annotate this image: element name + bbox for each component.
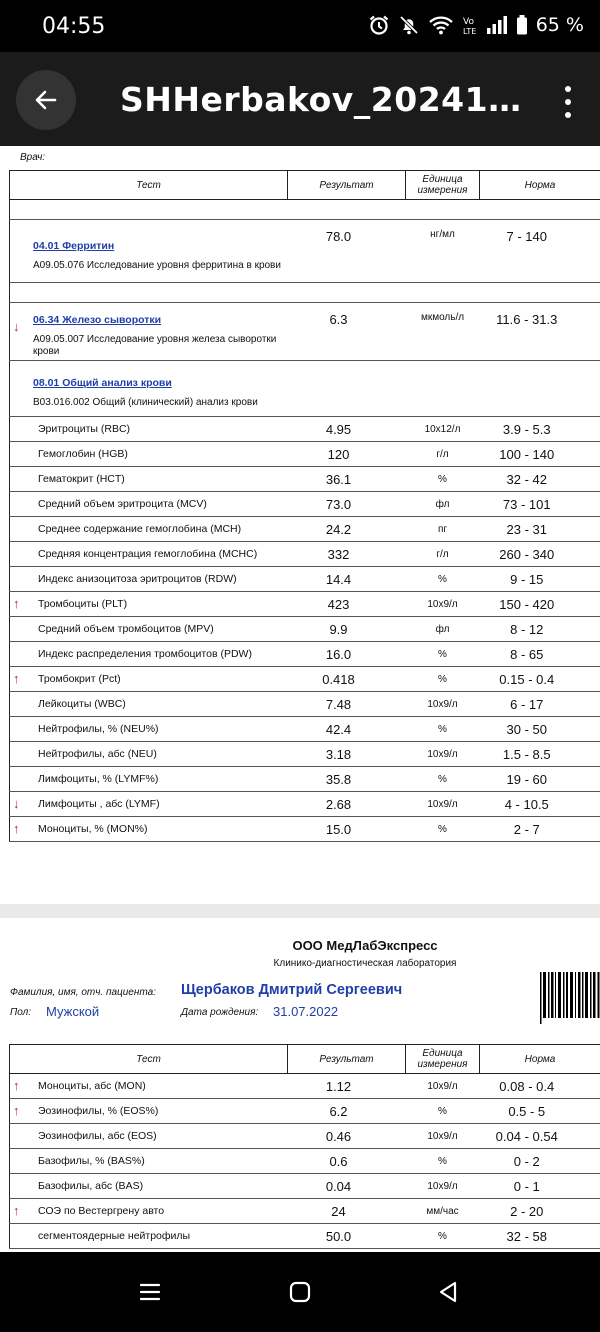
table-row bbox=[10, 1099, 600, 1124]
dob-label: Дата рождения: bbox=[181, 1007, 259, 1018]
norm-value: 1.5 - 8.5 bbox=[480, 742, 600, 767]
unit-value: % bbox=[406, 667, 480, 692]
header-norm: Норма bbox=[480, 1045, 600, 1074]
test-name-cell bbox=[10, 742, 288, 767]
back-button[interactable] bbox=[16, 70, 76, 130]
unit-value: г/л bbox=[406, 442, 480, 467]
test-name-cell bbox=[10, 542, 288, 567]
test-name: Лимфоциты, % (LYMF%) bbox=[38, 773, 159, 785]
norm-value: 23 - 31 bbox=[480, 517, 600, 542]
alarm-icon bbox=[368, 14, 390, 36]
unit-value: % bbox=[406, 817, 480, 842]
document-title: SHHerbakov_20241… bbox=[120, 80, 522, 119]
section-subtitle: B03.016.002 Общий (клинический) анализ крови bbox=[33, 397, 258, 408]
svg-text:Vo: Vo bbox=[462, 17, 474, 27]
result-value: 2.68 bbox=[288, 792, 406, 817]
table-row bbox=[10, 642, 600, 667]
table-row bbox=[10, 742, 600, 767]
unit-value: 10x12/л bbox=[406, 417, 480, 442]
test-name-cell bbox=[10, 1099, 288, 1124]
result-value: 0.04 bbox=[288, 1174, 406, 1199]
test-name-cell bbox=[10, 792, 288, 817]
signal-icon bbox=[486, 15, 508, 35]
unit-value: фл bbox=[406, 617, 480, 642]
home-button[interactable] bbox=[282, 1274, 318, 1310]
status-icons bbox=[368, 14, 584, 36]
result-value: 24 bbox=[288, 1199, 406, 1224]
test-name: сегментоядерные нейтрофилы bbox=[38, 1230, 191, 1242]
result-value: 6.2 bbox=[288, 1099, 406, 1124]
norm-value: 3.9 - 5.3 bbox=[480, 417, 600, 442]
test-name: Индекс распределения тромбоцитов (PDW) bbox=[38, 648, 252, 660]
table-row bbox=[10, 817, 600, 842]
test-name-cell bbox=[10, 1149, 288, 1174]
table-row bbox=[10, 442, 600, 467]
section-subtitle: A09.05.007 Исследование уровня железа сыворотки крови bbox=[33, 334, 277, 357]
result-value: 78.0 bbox=[288, 220, 406, 283]
lab-name: ООО МедЛабЭкспресс bbox=[292, 938, 438, 953]
volte-icon bbox=[462, 14, 478, 36]
table-row bbox=[10, 567, 600, 592]
result-value: 120 bbox=[288, 442, 406, 467]
test-name-cell bbox=[10, 1224, 288, 1249]
results-table-2 bbox=[9, 1044, 600, 1249]
norm-value: 0.08 - 0.4 bbox=[480, 1074, 600, 1099]
test-name-cell bbox=[10, 692, 288, 717]
test-name-cell bbox=[10, 1199, 288, 1224]
norm-value: 6 - 17 bbox=[480, 692, 600, 717]
unit-value: нг/мл bbox=[406, 220, 480, 283]
app-bar bbox=[0, 52, 600, 146]
test-name: Лейкоциты (WBC) bbox=[38, 698, 126, 710]
result-value: 9.9 bbox=[288, 617, 406, 642]
result-value: 42.4 bbox=[288, 717, 406, 742]
table-row bbox=[10, 717, 600, 742]
test-name-cell bbox=[10, 417, 288, 442]
more-menu-button[interactable] bbox=[556, 82, 580, 122]
unit-value: фл bbox=[406, 492, 480, 517]
table-row bbox=[10, 492, 600, 517]
test-name-cell bbox=[10, 467, 288, 492]
unit-value: 10x9/л bbox=[406, 692, 480, 717]
test-name-cell bbox=[10, 567, 288, 592]
norm-value: 2 - 7 bbox=[480, 817, 600, 842]
result-value: 6.3 bbox=[288, 303, 406, 361]
norm-value: 0.15 - 0.4 bbox=[480, 667, 600, 692]
test-name-cell bbox=[10, 592, 288, 617]
unit-value: % bbox=[406, 642, 480, 667]
dob-value: 31.07.2022 bbox=[273, 1004, 339, 1019]
wifi-icon bbox=[428, 14, 454, 36]
header-test: Тест bbox=[10, 171, 288, 200]
section-title-link[interactable]: 04.01 Ферритин bbox=[33, 239, 115, 252]
test-name: Моноциты, % (MON%) bbox=[38, 823, 148, 835]
test-name-cell bbox=[10, 517, 288, 542]
header-result: Результат bbox=[288, 171, 406, 200]
section-iron bbox=[10, 303, 600, 361]
test-name-cell bbox=[10, 1124, 288, 1149]
norm-value: 9 - 15 bbox=[480, 567, 600, 592]
test-name-cell bbox=[10, 642, 288, 667]
table-row bbox=[10, 1199, 600, 1224]
test-name-cell bbox=[10, 492, 288, 517]
test-name: Нейтрофилы, абс (NEU) bbox=[38, 748, 157, 760]
unit-value: 10x9/л bbox=[406, 742, 480, 767]
test-name-cell bbox=[10, 667, 288, 692]
battery-percent: 65 % bbox=[535, 14, 584, 36]
header-result: Результат bbox=[288, 1045, 406, 1074]
section-title-link[interactable]: 06.34 Железо сыворотки bbox=[33, 314, 162, 326]
header-norm: Норма bbox=[480, 171, 600, 200]
document-page-1 bbox=[0, 146, 600, 904]
status-bar bbox=[0, 0, 600, 52]
sex-value: Мужской bbox=[46, 1004, 100, 1019]
unit-value: 10x9/л bbox=[406, 1174, 480, 1199]
result-value: 3.18 bbox=[288, 742, 406, 767]
recent-apps-icon bbox=[138, 1280, 162, 1304]
test-name-cell bbox=[10, 1174, 288, 1199]
document-viewer[interactable] bbox=[0, 146, 600, 1252]
svg-text:LTE: LTE bbox=[462, 27, 477, 36]
unit-value: % bbox=[406, 567, 480, 592]
test-name-cell bbox=[10, 442, 288, 467]
flag-indicator: ↓ bbox=[13, 319, 20, 335]
norm-value: 260 - 340 bbox=[480, 542, 600, 567]
doctor-label: Врач: bbox=[20, 152, 46, 163]
battery-icon bbox=[516, 14, 528, 36]
test-name: Базофилы, абс (BAS) bbox=[38, 1180, 144, 1192]
test-name: Индекс анизоцитоза эритроцитов (RDW) bbox=[38, 573, 237, 585]
result-value: 36.1 bbox=[288, 467, 406, 492]
unit-value: 10x9/л bbox=[406, 592, 480, 617]
norm-value: 2 - 20 bbox=[480, 1199, 600, 1224]
patient-name: Щербаков Дмитрий Сергеевич bbox=[181, 982, 403, 998]
table-row bbox=[10, 1124, 600, 1149]
test-name: Эритроциты (RBC) bbox=[38, 423, 131, 435]
test-name-cell bbox=[10, 1074, 288, 1099]
test-name: Нейтрофилы, % (NEU%) bbox=[38, 723, 159, 735]
test-name: Среднее содержание гемоглобина (MCH) bbox=[38, 523, 242, 535]
result-value: 1.12 bbox=[288, 1074, 406, 1099]
table-row bbox=[10, 1174, 600, 1199]
result-value: 73.0 bbox=[288, 492, 406, 517]
result-value: 14.4 bbox=[288, 567, 406, 592]
flag-indicator: ↓ bbox=[13, 796, 20, 812]
unit-value: мкмоль/л bbox=[406, 303, 480, 361]
result-value: 50.0 bbox=[288, 1224, 406, 1249]
test-name: Тромбоциты (PLT) bbox=[38, 598, 128, 610]
norm-value: 30 - 50 bbox=[480, 717, 600, 742]
unit-value: 10x9/л bbox=[406, 1124, 480, 1149]
table-row bbox=[10, 767, 600, 792]
flag-indicator: ↑ bbox=[13, 1103, 20, 1119]
result-value: 35.8 bbox=[288, 767, 406, 792]
header-test: Тест bbox=[10, 1045, 288, 1074]
unit-value: % bbox=[406, 467, 480, 492]
norm-value: 0.04 - 0.54 bbox=[480, 1124, 600, 1149]
header-unit: Единица измерения bbox=[406, 1045, 480, 1074]
norm-value: 7 - 140 bbox=[480, 220, 600, 283]
unit-value: мм/час bbox=[406, 1199, 480, 1224]
result-value: 423 bbox=[288, 592, 406, 617]
norm-value: 11.6 - 31.3 bbox=[480, 303, 600, 361]
norm-value: 0 - 1 bbox=[480, 1174, 600, 1199]
recent-apps-button[interactable] bbox=[132, 1274, 168, 1310]
result-value: 15.0 bbox=[288, 817, 406, 842]
table-row bbox=[10, 517, 600, 542]
dot-icon bbox=[565, 112, 571, 118]
test-name: Средний объем тромбоцитов (MPV) bbox=[38, 623, 214, 635]
cbc-rows bbox=[10, 417, 600, 842]
section-subtitle: A09.05.076 Исследование уровня ферритина в крови bbox=[33, 259, 281, 271]
result-value: 332 bbox=[288, 542, 406, 567]
test-name: Гемоглобин (HGB) bbox=[38, 448, 128, 460]
page2-rows bbox=[10, 1074, 600, 1249]
table-row bbox=[10, 592, 600, 617]
norm-value: 32 - 58 bbox=[480, 1224, 600, 1249]
section-cbc bbox=[10, 361, 600, 417]
result-value: 24.2 bbox=[288, 517, 406, 542]
mute-icon bbox=[398, 14, 420, 36]
header-unit: Единица измерения bbox=[406, 171, 480, 200]
norm-value: 150 - 420 bbox=[480, 592, 600, 617]
table-row bbox=[10, 792, 600, 817]
unit-value: г/л bbox=[406, 542, 480, 567]
back-triangle-icon bbox=[436, 1280, 460, 1304]
flag-indicator: ↑ bbox=[13, 671, 20, 687]
table-row bbox=[10, 617, 600, 642]
result-value: 16.0 bbox=[288, 642, 406, 667]
dot-icon bbox=[565, 86, 571, 92]
unit-value: % bbox=[406, 1099, 480, 1124]
norm-value: 8 - 12 bbox=[480, 617, 600, 642]
norm-value: 0.5 - 5 bbox=[480, 1099, 600, 1124]
flag-indicator: ↑ bbox=[13, 821, 20, 837]
unit-value: % bbox=[406, 717, 480, 742]
table-row bbox=[10, 1074, 600, 1099]
back-nav-button[interactable] bbox=[430, 1274, 466, 1310]
norm-value: 100 - 140 bbox=[480, 442, 600, 467]
flag-indicator: ↑ bbox=[13, 1078, 20, 1094]
unit-value: пг bbox=[406, 517, 480, 542]
document-page-2 bbox=[0, 918, 600, 1252]
test-name: Эозинофилы, абс (EOS) bbox=[38, 1130, 157, 1142]
test-name: Базофилы, % (BAS%) bbox=[38, 1155, 145, 1167]
flag-indicator: ↑ bbox=[13, 596, 20, 612]
unit-value: % bbox=[406, 1149, 480, 1174]
table-row bbox=[10, 542, 600, 567]
norm-value: 73 - 101 bbox=[480, 492, 600, 517]
status-time: 04:55 bbox=[42, 14, 106, 39]
norm-value: 4 - 10.5 bbox=[480, 792, 600, 817]
test-name: СОЭ по Вестергрену авто bbox=[38, 1205, 165, 1217]
result-value: 4.95 bbox=[288, 417, 406, 442]
norm-value: 32 - 42 bbox=[480, 467, 600, 492]
lab-subtitle: Клинико-диагностическая лаборатория bbox=[273, 958, 457, 969]
section-ferritin bbox=[10, 220, 600, 283]
test-name: Тромбокрит (Pct) bbox=[38, 673, 121, 685]
patient-label: Фамилия, имя, отч. пациента: bbox=[10, 987, 156, 998]
table-row bbox=[10, 1149, 600, 1174]
unit-value: % bbox=[406, 767, 480, 792]
barcode-icon bbox=[540, 972, 600, 1024]
test-name-cell bbox=[10, 817, 288, 842]
flag-indicator: ↑ bbox=[13, 1203, 20, 1219]
table-row bbox=[10, 667, 600, 692]
test-name: Моноциты, абс (MON) bbox=[38, 1080, 146, 1092]
table-row bbox=[10, 1224, 600, 1249]
test-name: Гематокрит (HCT) bbox=[38, 473, 125, 485]
navigation-bar bbox=[0, 1252, 600, 1332]
unit-value: 10x9/л bbox=[406, 1074, 480, 1099]
test-name-cell bbox=[10, 767, 288, 792]
sex-label: Пол: bbox=[10, 1007, 32, 1018]
dot-icon bbox=[565, 99, 571, 105]
unit-value: % bbox=[406, 1224, 480, 1249]
result-value: 0.6 bbox=[288, 1149, 406, 1174]
result-value: 0.46 bbox=[288, 1124, 406, 1149]
test-name-cell bbox=[10, 617, 288, 642]
test-name-cell bbox=[10, 717, 288, 742]
test-name: Средняя концентрация гемоглобина (MCHC) bbox=[38, 548, 258, 560]
table-row bbox=[10, 417, 600, 442]
table-row bbox=[10, 692, 600, 717]
test-name: Эозинофилы, % (EOS%) bbox=[38, 1105, 159, 1117]
unit-value: 10x9/л bbox=[406, 792, 480, 817]
test-name: Средний объем эритроцита (MCV) bbox=[38, 498, 207, 510]
result-value: 0.418 bbox=[288, 667, 406, 692]
norm-value: 0 - 2 bbox=[480, 1149, 600, 1174]
norm-value: 8 - 65 bbox=[480, 642, 600, 667]
table-row bbox=[10, 467, 600, 492]
back-arrow-icon bbox=[33, 87, 59, 113]
result-value: 7.48 bbox=[288, 692, 406, 717]
results-table-1 bbox=[9, 170, 600, 842]
test-name: Лимфоциты , абс (LYMF) bbox=[38, 798, 160, 810]
norm-value: 19 - 60 bbox=[480, 767, 600, 792]
section-title-link[interactable]: 08.01 Общий анализ крови bbox=[33, 377, 172, 389]
home-icon bbox=[288, 1280, 312, 1304]
